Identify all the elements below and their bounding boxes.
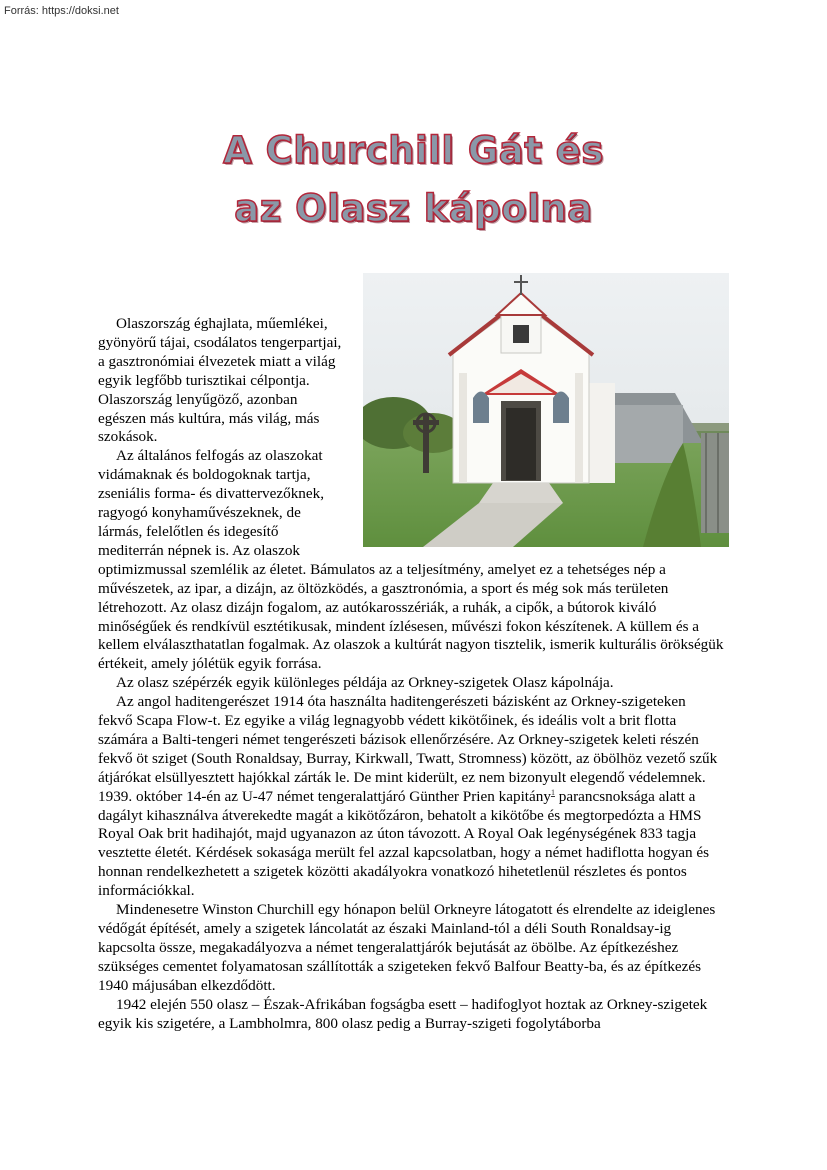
paragraph-4-part-a: Az angol haditengerészet 1914 óta használta haditengerészeti bázisként az Orkney-szigeteken fekvő Scapa Flow-t. Ez egyike a világ legnagyobb védett kikötőinek, és ideális volt a brit flotta számára a Balti-tengeri német tengerészeti bázisok ellenőrzésére. Az Orkney-szigetek keleti részén fekvő öt sziget (South Ronaldsay, Burray, Kirkwall, Twatt, Stromness) között, az öbölhöz vezető szűk átjárókat elsüllyesztett hajókkal zárták le. De mint kiderült, ez nem bizonyult elegendő védelemnek. 1939. október 14-én az U-47 német tengeralattjáró Günther Prien kapitány [98,693,718,805]
page-title [0,122,827,238]
paragraph-2: Az általános felfogás az olaszokat vidámaknak és boldogoknak tartja, zseniális forma- és divattervezőknek, ragyogó konyhaművészeknek, de lármás, felelőtlen és idegesítő mediterrán népnek is. Az olaszok optimizmussal szemlélik az életet. Bámulatos az a teljesítmény, amelyet ez a tehetséges nép a művészetek, az ipar, a dizájn, az öltözködés, a gasztronómia, a sport és még sok más területen létrehozott. Az olasz dizájn fogalom, az autókarosszériák, a ruhák, a cipők, a bútorok kiváló minőségűek és rendkívül esztétikusak, mindent ízlésesen, művészi fokon készítenek. A küllem és a kellem elválaszthatatlan fogalmak. Az olaszok a kultúrát nagyon tisztelik, ismerik kulturális örökségük értékeit, amely jólétük egyik forrása. [98,447,724,673]
article-body [98,315,724,1033]
footnote-link[interactable]: 1 [550,787,555,797]
paragraph-4 [98,693,724,901]
paragraph-1: Olaszország éghajlata, műemlékei, gyönyörű tájai, csodálatos tengerpartjai, a gasztronómiai élvezetek miatt a világ egyik legfőbb turisztikai célpontja. Olaszország lenyűgöző, azonban egészen más kultúra, más világ, más szokások. [98,315,342,446]
paragraph-3: Az olasz szépérzék egyik különleges példája az Orkney-szigetek Olasz kápolnája. [116,674,614,692]
paragraph-6: 1942 elején 550 olasz – Észak-Afrikában fogságba esett – hadifoglyot hoztak az Orkney-szigetek egyik kis szigetére, a Lambholmra, 800 olasz pedig a Burray-szigeti fogolytáborba [98,995,708,1032]
title-line-1: A Churchill Gát és [223,129,604,172]
paragraph-4-part-b: parancsnoksága alatt a dagályt kihasználva átverekedte magát a kikötőzáron, behatolt a kikötőbe és megtorpedózta a HMS Royal Oak brit hadihajót, majd ugyanazon az úton távozott. A Royal Oak legénységének 833 tagja vesztette életét. Kérdések sokasága merült fel azzal kapcsolatban, hogy a német hadiflotta hogyan és honnan rendelkezhetett a szigetek közötti akadályokra vonatkozó hihetetlenül részletes és pontos információkkal. [98,787,710,900]
paragraph-5: Mindenesetre Winston Churchill egy hónapon belül Orkneyre látogatott és elrendelte az ideiglenes védőgát építését, amely a szigetek láncolatát az északi Mainland-tól a déli South Ronaldsay-ig kapcsolta össze, megakadályozva a német tengeralattjárók bejutását az öbölbe. Az építkezéshez szükséges cementet folyamatosan szállították a szigeteken fekvő Balfour Beatty-ba, és az építkezés 1940 májusában elkezdődött. [98,901,716,994]
source-label: Forrás: https://doksi.net [4,5,119,17]
photo-float-spacer [348,315,724,555]
title-line-2: az Olasz kápolna [234,187,593,230]
